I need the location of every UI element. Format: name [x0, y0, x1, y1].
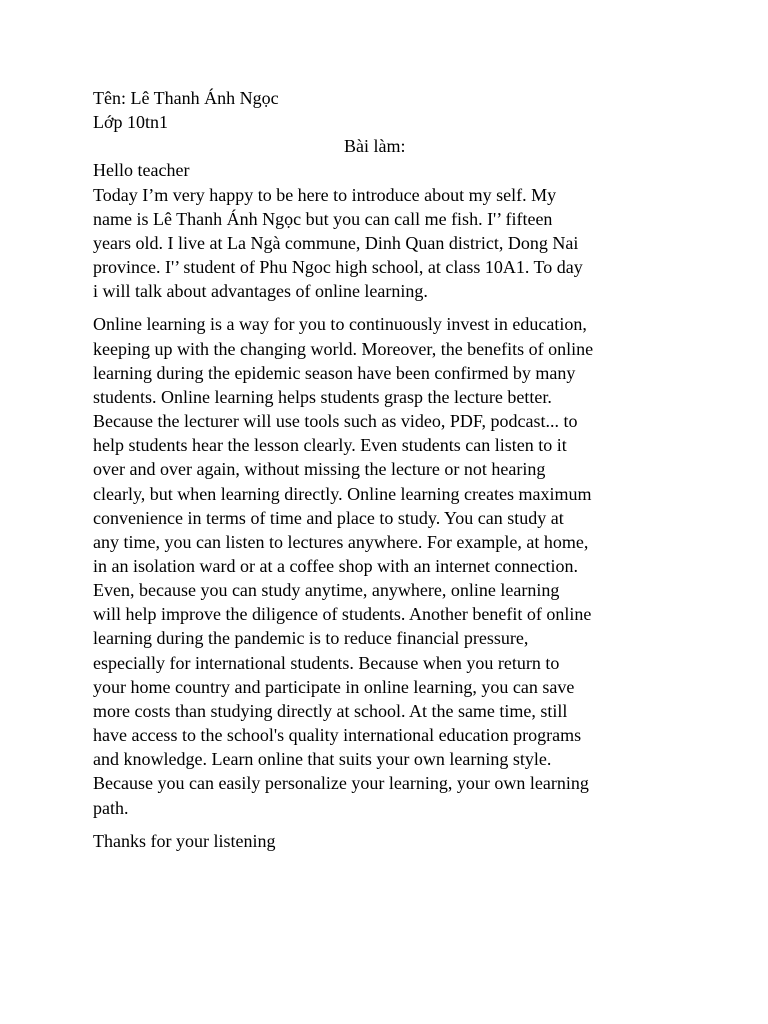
body-line: your home country and participate in online learning, you can save — [93, 676, 575, 697]
body-line: more costs than studying directly at school. At the same time, still — [93, 700, 568, 721]
body-line: convenience in terms of time and place to study. You can study at — [93, 507, 564, 528]
body-line: Because you can easily personalize your learning, your own learning — [93, 773, 589, 794]
body-line: learning during the epidemic season have been confirmed by many — [93, 362, 576, 383]
intro-line: i will talk about advantages of online learning. — [93, 281, 428, 302]
body-line: and knowledge. Learn online that suits your own learning style. — [93, 749, 552, 770]
greeting: Hello teacher — [93, 160, 190, 181]
body-paragraph — [93, 312, 693, 819]
intro-line: Today I’m very happy to be here to introduce about my self. My — [93, 184, 557, 205]
body-line: Online learning is a way for you to continuously invest in education, — [93, 314, 587, 335]
body-line: over and over again, without missing the lecture or not hearing — [93, 459, 546, 480]
body-line: have access to the school's quality international education programs — [93, 725, 582, 746]
body-line: students. Online learning helps students grasp the lecture better. — [93, 386, 552, 407]
intro-line: years old. I live at La Ngà commune, Dinh Quan district, Dong Nai — [93, 232, 579, 253]
body-line: help students hear the lesson clearly. Even students can listen to it — [93, 435, 567, 456]
intro-paragraph — [93, 183, 693, 304]
body-line: in an isolation ward or at a coffee shop with an internet connection. — [93, 555, 579, 576]
section-title: Bài làm: — [344, 136, 406, 157]
body-line: especially for international students. Because when you return to — [93, 652, 560, 673]
student-class: Lớp 10tn1 — [93, 112, 169, 133]
body-line: clearly, but when learning directly. Online learning creates maximum — [93, 483, 592, 504]
body-line: Even, because you can study anytime, anywhere, online learning — [93, 580, 560, 601]
body-line: keeping up with the changing world. Moreover, the benefits of online — [93, 338, 594, 359]
body-line: any time, you can listen to lectures anywhere. For example, at home, — [93, 531, 589, 552]
document-page — [93, 86, 693, 853]
intro-line: name is Lê Thanh Ánh Ngọc but you can call me fish. I'’ fifteen — [93, 208, 553, 229]
body-line: learning during the pandemic is to reduce financial pressure, — [93, 628, 529, 649]
body-line: Because the lecturer will use tools such as video, PDF, podcast... to — [93, 411, 578, 432]
student-name: Tên: Lê Thanh Ánh Ngọc — [93, 88, 279, 108]
body-line: path. — [93, 797, 129, 818]
intro-line: province. I'’ student of Phu Ngoc high school, at class 10A1. To day — [93, 257, 583, 278]
closing-line: Thanks for your listening — [93, 830, 276, 851]
body-line: will help improve the diligence of students. Another benefit of online — [93, 604, 592, 625]
